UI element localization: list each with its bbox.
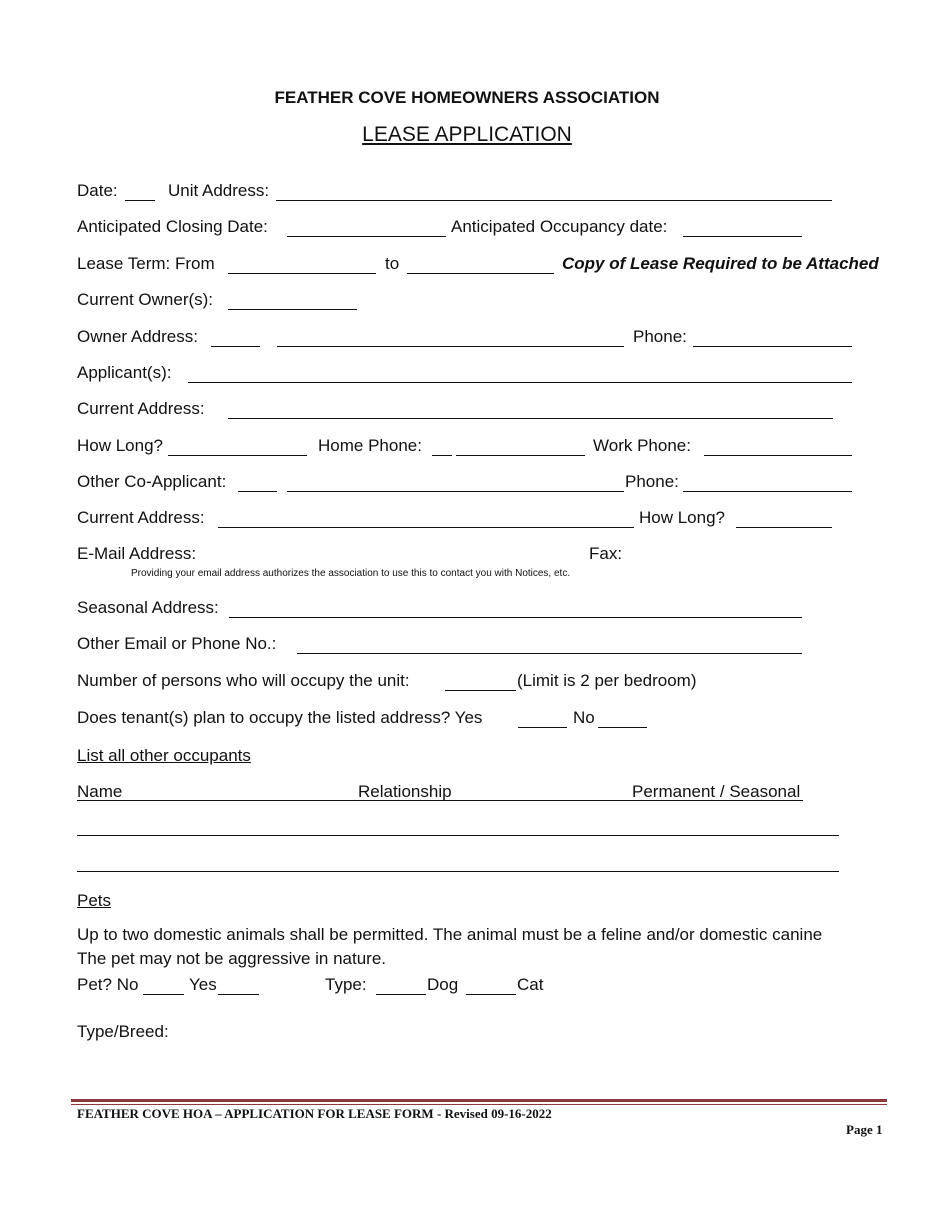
- how-long-2-field[interactable]: [736, 527, 832, 528]
- fax-label: Fax:: [589, 544, 623, 563]
- co-applicant-phone-label: Phone:: [625, 472, 679, 491]
- date-field[interactable]: [125, 200, 155, 201]
- anticipated-closing-label: Anticipated Closing Date:: [77, 217, 268, 236]
- num-persons-field[interactable]: [445, 690, 516, 691]
- anticipated-closing-field[interactable]: [287, 236, 446, 237]
- form-title: LEASE APPLICATION: [362, 123, 572, 146]
- occupants-heading: List all other occupants: [77, 746, 251, 765]
- occupants-col-relationship: Relationship: [358, 782, 452, 801]
- owner-address-field-1[interactable]: [211, 346, 260, 347]
- pets-policy-line-1: Up to two domestic animals shall be permitted. The animal must be a feline and/or domestic canine: [77, 925, 823, 944]
- unit-address-field[interactable]: [276, 200, 832, 201]
- occupants-col-name: Name: [77, 782, 123, 801]
- work-phone-field[interactable]: [704, 455, 852, 456]
- other-email-phone-label: Other Email or Phone No.:: [77, 634, 277, 653]
- anticipated-occupancy-field[interactable]: [683, 236, 802, 237]
- owner-address-label: Owner Address:: [77, 327, 198, 346]
- pets-heading: Pets: [77, 891, 112, 910]
- current-owners-field[interactable]: [228, 309, 357, 310]
- footer-form-label: FEATHER COVE HOA – APPLICATION FOR LEASE FORM - Revised 09-16-2022: [77, 1106, 552, 1121]
- current-address-field[interactable]: [228, 418, 833, 419]
- home-phone-field-1[interactable]: [432, 455, 452, 456]
- co-applicant-field-1[interactable]: [238, 491, 277, 492]
- pet-yes-field[interactable]: [218, 994, 259, 995]
- anticipated-occupancy-label: Anticipated Occupancy date:: [451, 217, 668, 236]
- current-address-2-field[interactable]: [218, 527, 634, 528]
- how-long-label: How Long?: [77, 436, 164, 455]
- type-breed-label: Type/Breed:: [77, 1022, 169, 1041]
- lease-term-to-label: to: [385, 254, 400, 273]
- lease-term-from-label: Lease Term: From: [77, 254, 215, 273]
- occupy-yes-field[interactable]: [518, 727, 567, 728]
- pet-cat-field[interactable]: [466, 994, 516, 995]
- owner-phone-field[interactable]: [693, 346, 852, 347]
- home-phone-field-2[interactable]: [456, 455, 585, 456]
- email-label: E-Mail Address:: [77, 544, 197, 563]
- pet-cat-label: Cat: [517, 975, 544, 994]
- lease-term-from-field[interactable]: [228, 273, 376, 274]
- footer-rule-thin: [71, 1104, 887, 1105]
- pet-no-label: Pet? No: [77, 975, 139, 994]
- occupy-no-field[interactable]: [598, 727, 647, 728]
- num-persons-limit: (Limit is 2 per bedroom): [517, 671, 697, 690]
- organization-name: FEATHER COVE HOMEOWNERS ASSOCIATION: [274, 88, 660, 107]
- pet-no-field[interactable]: [143, 994, 184, 995]
- pet-type-label: Type:: [325, 975, 367, 994]
- applicants-field[interactable]: [188, 382, 852, 383]
- pet-dog-label: Dog: [427, 975, 459, 994]
- co-applicant-phone-field[interactable]: [683, 491, 852, 492]
- occupy-no-label: No: [573, 708, 595, 727]
- home-phone-label: Home Phone:: [318, 436, 422, 455]
- current-address-2-label: Current Address:: [77, 508, 205, 527]
- page-number: Page 1: [846, 1122, 883, 1137]
- footer-rule-thick: [71, 1099, 887, 1102]
- date-label: Date:: [77, 181, 118, 200]
- occupant-row-2[interactable]: [77, 871, 839, 872]
- other-co-applicant-label: Other Co-Applicant:: [77, 472, 227, 491]
- owner-phone-label: Phone:: [633, 327, 687, 346]
- seasonal-address-label: Seasonal Address:: [77, 598, 219, 617]
- owner-address-field-2[interactable]: [277, 346, 624, 347]
- lease-term-to-field[interactable]: [407, 273, 554, 274]
- work-phone-label: Work Phone:: [593, 436, 691, 455]
- lease-copy-note: Copy of Lease Required to be Attached: [562, 254, 879, 273]
- how-long-field[interactable]: [168, 455, 307, 456]
- how-long-2-label: How Long?: [639, 508, 726, 527]
- occupy-question-label: Does tenant(s) plan to occupy the listed address? Yes: [77, 708, 483, 727]
- pet-yes-label: Yes: [189, 975, 217, 994]
- unit-address-label: Unit Address:: [168, 181, 270, 200]
- num-persons-label: Number of persons who will occupy the unit:: [77, 671, 410, 690]
- pets-policy-line-2: The pet may not be aggressive in nature.: [77, 949, 387, 968]
- email-note: Providing your email address authorizes the association to use this to contact you with Notices, etc.: [131, 568, 571, 579]
- other-email-phone-field[interactable]: [297, 653, 802, 654]
- occupants-col-status: Permanent / Seasonal: [632, 782, 801, 801]
- current-owners-label: Current Owner(s):: [77, 290, 214, 309]
- applicants-label: Applicant(s):: [77, 363, 172, 382]
- current-address-label: Current Address:: [77, 399, 205, 418]
- seasonal-address-field[interactable]: [229, 617, 802, 618]
- pet-dog-field[interactable]: [376, 994, 426, 995]
- co-applicant-field-2[interactable]: [287, 491, 624, 492]
- occupant-row-1[interactable]: [77, 835, 839, 836]
